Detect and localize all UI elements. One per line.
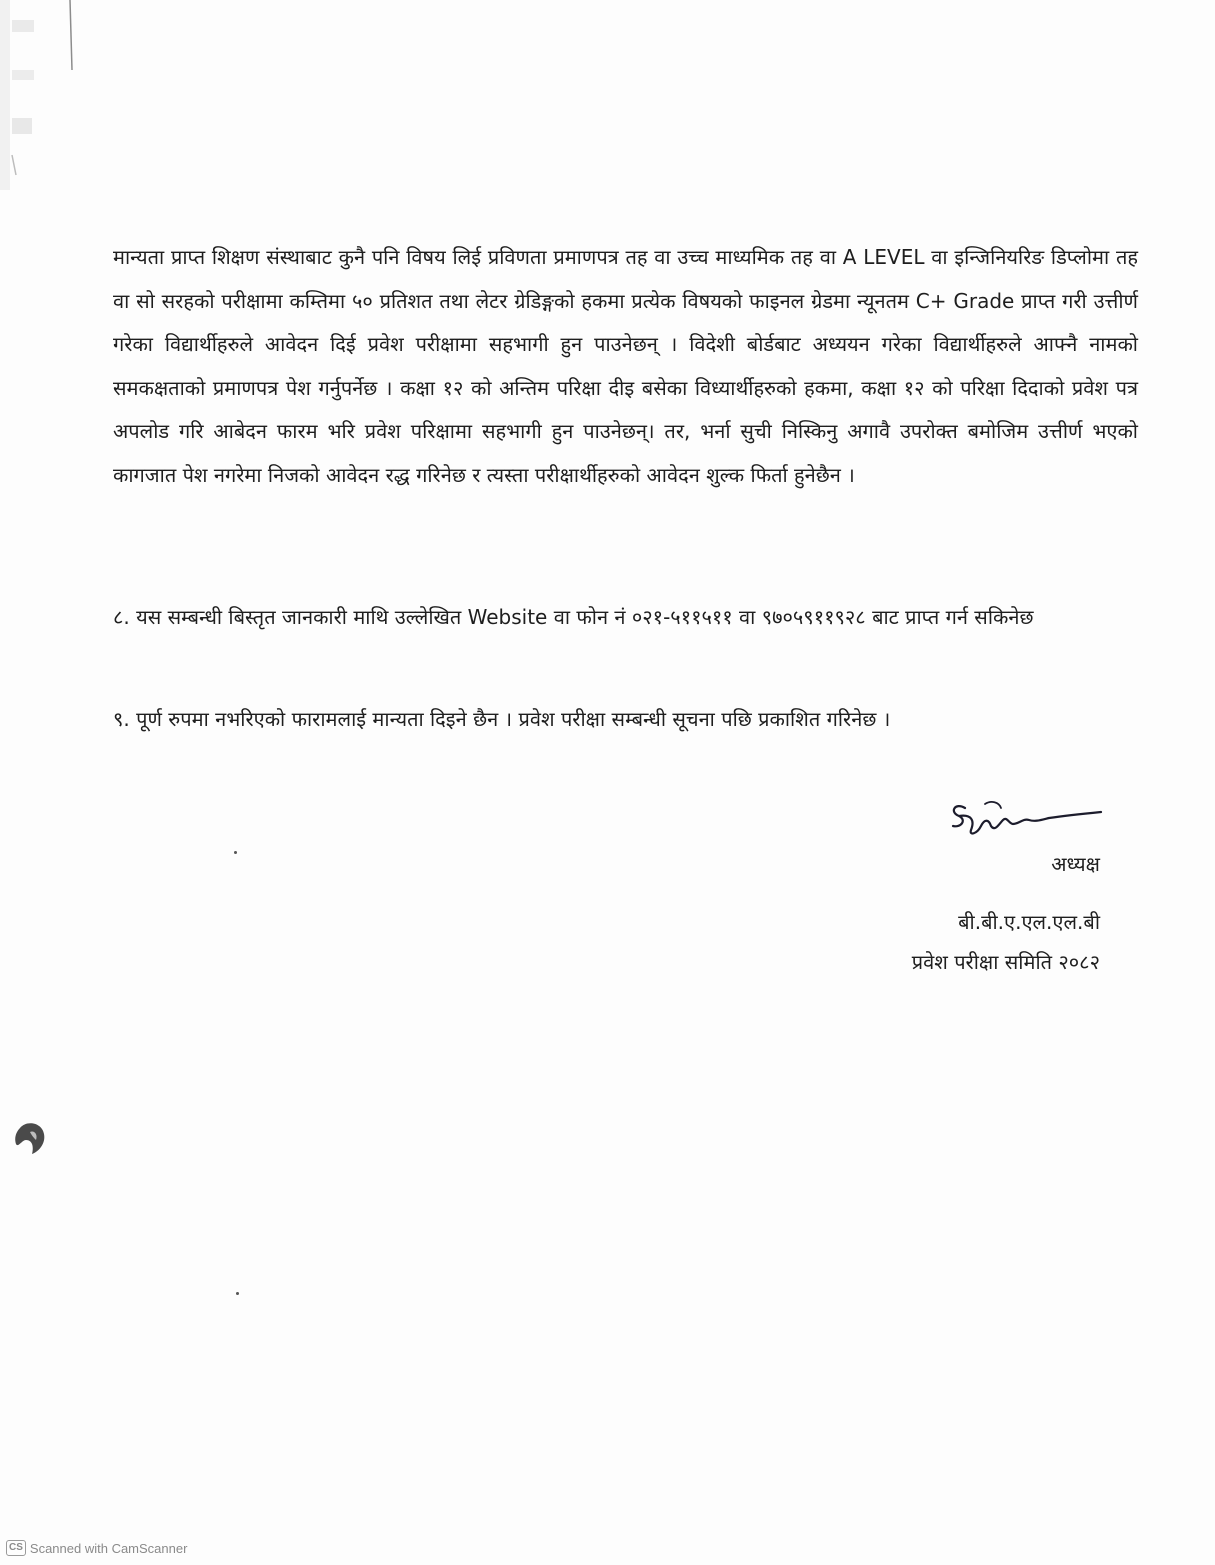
committee-name: प्रवेश परीक्षा समिति २०८२ — [911, 950, 1100, 974]
scan-speck — [236, 1292, 239, 1295]
camscanner-icon: CS — [6, 1540, 26, 1556]
scan-stain — [12, 1118, 52, 1158]
scan-edge-artifact — [0, 0, 80, 190]
scanner-watermark-text: Scanned with CamScanner — [29, 1540, 188, 1556]
incomplete-form-notice-paragraph: ९. पूर्ण रुपमा नभरिएको फारामलाई मान्यता दिइने छैन । प्रवेश परीक्षा सम्बन्धी सूचना पछि प्रकाशित गरिनेछ । — [113, 707, 891, 731]
admission-eligibility-paragraph: मान्यता प्राप्त शिक्षण संस्थाबाट कुनै पनि विषय लिई प्रविणता प्रमाणपत्र तह वा उच्च माध्यमिक तह वा A LEVEL वा इन्जिनियरिङ डिप्लोमा तह वा सो सरहको परीक्षामा कम्तिमा ५० प्रतिशत तथा लेटर ग्रेडिङ्गको हकमा प्रत्येक विषयको फाइनल ग्रेडमा न्यूनतम C+ Grade प्राप्त गरी उत्तीर्ण गरेका विद्यार्थीहरुले आवेदन दिई प्रवेश परीक्षामा सहभागी हुन पाउनेछन् । विदेशी बोर्डबाट अध्ययन गरेका विद्यार्थीहरुले आफ्नै नामको समकक्षताको प्रमाणपत्र पेश गर्नुपर्नेछ । कक्षा १२ को अन्तिम परिक्षा दीइ बसेका विध्यार्थीहरुको हकमा, कक्षा १२ को परिक्षा दिदाको प्रवेश पत्र अपलोड गरि आबेदन फारम भरि प्रवेश परिक्षामा सहभागी हुन पाउनेछन्। तर, भर्ना सुची निस्किनु अगावै उपरोक्त बमोजिम उत्तीर्ण भएको कागजात पेश नगरेमा निजको आवेदन रद्ध गरिनेछ र त्यस्ता परीक्षार्थीहरुको आवेदन शुल्क फिर्ता हुनेछैन । — [113, 245, 1138, 487]
contact-info-paragraph: ८. यस सम्बन्धी बिस्तृत जानकारी माथि उल्लेखित Website वा फोन नं ०२१-५११५११ वा ९७०५९११९२८ बाट प्राप्त गर्न सकिनेछ — [113, 605, 1034, 629]
signature-icon — [945, 790, 1105, 845]
scanner-watermark — [6, 1540, 187, 1556]
signatory-title: अध्यक्ष — [1051, 852, 1100, 876]
committee-program: बी.बी.ए.एल.एल.बी — [958, 910, 1100, 934]
scan-speck — [234, 851, 237, 854]
